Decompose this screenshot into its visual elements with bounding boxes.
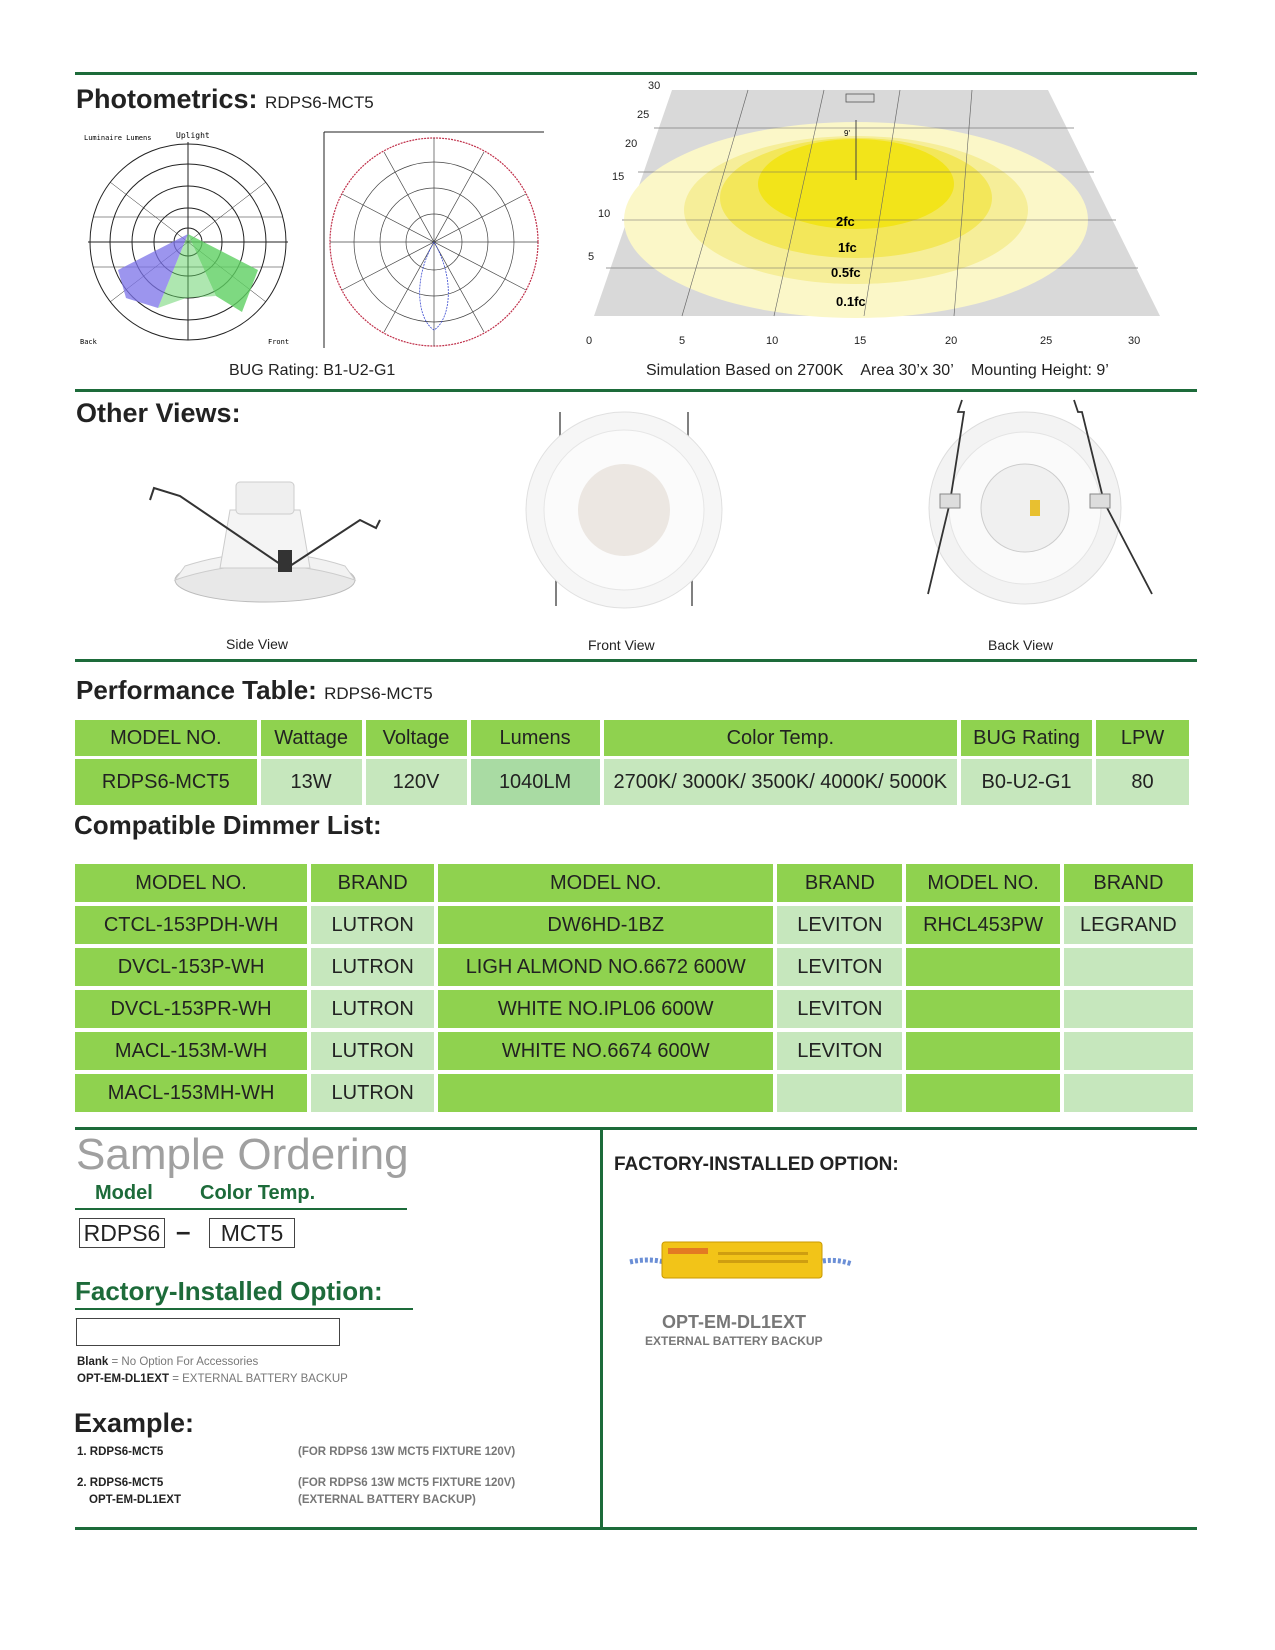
performance-data-row [75, 759, 1189, 805]
color-temp-label: Color Temp. [200, 1182, 316, 1204]
x-tick: 20 [945, 335, 958, 347]
option-underline [75, 1308, 413, 1310]
model-label: Model [95, 1182, 153, 1204]
perf-header-cell: Voltage [366, 720, 467, 756]
perf-cell: 120V [366, 759, 467, 805]
y-tick: 10 [598, 208, 611, 220]
dimmer-header-cell: MODEL NO. [906, 864, 1059, 902]
performance-title: Performance Table: [76, 675, 317, 705]
dimmer-cell: LEVITON [777, 906, 902, 944]
dimmer-cell: LUTRON [311, 948, 434, 986]
perf-header-cell: Lumens [471, 720, 600, 756]
other-views-title: Other Views: [76, 398, 241, 428]
polar-distribution-chart [322, 130, 546, 350]
rule-other-views [75, 389, 1197, 392]
dimmer-row [75, 1032, 1193, 1070]
dimmer-header-cell: MODEL NO. [438, 864, 773, 902]
polar-front-label: Front [268, 338, 290, 346]
polar-back-label: Back [80, 338, 97, 346]
rule-performance [75, 659, 1197, 662]
option-note-key: OPT-EM-DL1EXT [77, 1373, 170, 1385]
performance-header-row [75, 720, 1189, 756]
option-note [77, 1356, 258, 1368]
perf-header-cell: Color Temp. [604, 720, 957, 756]
dimmer-cell [906, 1032, 1059, 1070]
back-view-image [920, 398, 1130, 608]
iso-label-2fc: 2fc [836, 214, 855, 229]
perf-cell: 13W [261, 759, 362, 805]
dimmer-header-cell: BRAND [311, 864, 434, 902]
example-line-left: OPT-EM-DL1EXT [89, 1494, 182, 1506]
dimmer-cell [777, 1074, 902, 1112]
perf-cell: B0-U2-G1 [961, 759, 1092, 805]
perf-header-cell: LPW [1096, 720, 1189, 756]
y-tick: 25 [637, 109, 650, 121]
dimmer-table [71, 860, 1197, 1116]
dimmer-row [75, 990, 1193, 1028]
iso-label-01fc: 0.1fc [836, 294, 866, 309]
color-value-box: MCT5 [209, 1218, 295, 1248]
dimmer-cell: MACL-153MH-WH [75, 1074, 307, 1112]
perf-cell: 80 [1096, 759, 1189, 805]
factory-option-title: FACTORY-INSTALLED OPTION: [614, 1154, 899, 1175]
polar-uplight-label: Uplight [176, 131, 210, 140]
x-tick: 5 [679, 335, 686, 347]
performance-model: RDPS6-MCT5 [324, 684, 433, 703]
option-note-key: Blank [77, 1356, 109, 1368]
example-line-right: (FOR RDPS6 13W MCT5 FIXTURE 120V) [298, 1477, 516, 1489]
y-tick: 20 [625, 138, 638, 150]
dimmer-cell: LEGRAND [1064, 906, 1193, 944]
option-note [77, 1373, 348, 1385]
dimmer-row [75, 1074, 1193, 1112]
dimmer-cell: WHITE NO.6674 600W [438, 1032, 773, 1070]
polar-candela-chart [78, 130, 310, 348]
simulation-caption: Simulation Based on 2700K Area 30’x 30’ Mounting Height: 9’ [646, 362, 1109, 379]
dimmer-cell: LEVITON [777, 990, 902, 1028]
dimmer-header-cell: BRAND [777, 864, 902, 902]
photometrics-model: RDPS6-MCT5 [265, 93, 374, 112]
dimmer-cell: MACL-153M-WH [75, 1032, 307, 1070]
example-title: Example: [74, 1408, 195, 1438]
dimmer-cell: LEVITON [777, 948, 902, 986]
back-view-label: Back View [988, 637, 1054, 653]
x-tick: 25 [1040, 335, 1053, 347]
factory-product-desc: EXTERNAL BATTERY BACKUP [645, 1334, 823, 1348]
bottom-rule [75, 1527, 1197, 1530]
dimmer-header-row [75, 864, 1193, 902]
dimmer-cell: DW6HD-1BZ [438, 906, 773, 944]
front-view-label: Front View [588, 637, 655, 653]
dimmer-cell: LUTRON [311, 1074, 434, 1112]
dimmer-cell [1064, 1074, 1193, 1112]
y-tick: 30 [648, 80, 661, 92]
option-title: Factory-Installed Option: [75, 1276, 383, 1306]
option-note-text: = EXTERNAL BATTERY BACKUP [169, 1373, 348, 1385]
photometrics-heading [76, 84, 374, 115]
dimmer-cell: LUTRON [311, 990, 434, 1028]
dimmer-cell: LEVITON [777, 1032, 902, 1070]
bug-rating-caption: BUG Rating: B1-U2-G1 [229, 362, 396, 379]
front-view-image [520, 410, 730, 610]
x-tick: 0 [586, 335, 593, 347]
dimmer-cell [1064, 1032, 1193, 1070]
example-line-left: 1. RDPS6-MCT5 [77, 1446, 164, 1458]
sample-ordering-title: Sample Ordering [76, 1130, 409, 1179]
performance-heading [76, 675, 433, 706]
performance-table [71, 717, 1193, 808]
battery-backup-image [628, 1236, 854, 1286]
example-line-left: 2. RDPS6-MCT5 [77, 1477, 164, 1489]
option-note-text: = No Option For Accessories [108, 1356, 259, 1368]
dimmer-title: Compatible Dimmer List: [74, 810, 382, 840]
dimmer-cell [1064, 948, 1193, 986]
center-height-mark: 9' [844, 129, 850, 138]
dimmer-cell: DVCL-153P-WH [75, 948, 307, 986]
dimmer-cell [906, 990, 1059, 1028]
dimmer-header-cell: BRAND [1064, 864, 1193, 902]
ordering-dash: – [176, 1216, 191, 1246]
side-view-label: Side View [226, 636, 289, 652]
perf-cell: RDPS6-MCT5 [75, 759, 257, 805]
ordering-divider [600, 1127, 603, 1530]
photometrics-title: Photometrics: [76, 84, 258, 114]
iso-label-1fc: 1fc [838, 240, 857, 255]
dimmer-cell: CTCL-153PDH-WH [75, 906, 307, 944]
dimmer-cell [438, 1074, 773, 1112]
top-rule [75, 72, 1197, 75]
y-tick: 5 [588, 251, 595, 263]
x-tick: 15 [854, 335, 867, 347]
perf-header-cell: MODEL NO. [75, 720, 257, 756]
model-value-box: RDPS6 [79, 1218, 165, 1248]
dimmer-cell [1064, 990, 1193, 1028]
dimmer-cell: LUTRON [311, 906, 434, 944]
dimmer-cell: WHITE NO.IPL06 600W [438, 990, 773, 1028]
x-tick: 10 [766, 335, 779, 347]
iso-label-05fc: 0.5fc [831, 265, 861, 280]
isofootcandle-plot [588, 80, 1178, 350]
x-tick: 30 [1128, 335, 1141, 347]
dimmer-cell: LIGH ALMOND NO.6672 600W [438, 948, 773, 986]
dimmer-cell: LUTRON [311, 1032, 434, 1070]
dimmer-header-cell: MODEL NO. [75, 864, 307, 902]
perf-header-cell: Wattage [261, 720, 362, 756]
example-line-right: (EXTERNAL BATTERY BACKUP) [298, 1494, 476, 1506]
dimmer-cell: RHCL453PW [906, 906, 1059, 944]
side-view-image [140, 470, 390, 610]
dimmer-cell: DVCL-153PR-WH [75, 990, 307, 1028]
perf-cell: 1040LM [471, 759, 600, 805]
factory-product-code: OPT-EM-DL1EXT [662, 1312, 807, 1332]
polar-left-title: Luminaire Lumens [84, 134, 152, 142]
dimmer-row [75, 948, 1193, 986]
dimmer-row [75, 906, 1193, 944]
perf-cell: 2700K/ 3000K/ 3500K/ 4000K/ 5000K [604, 759, 957, 805]
ordering-underline [75, 1208, 407, 1210]
dimmer-cell [906, 948, 1059, 986]
perf-header-cell: BUG Rating [961, 720, 1092, 756]
option-input-box [76, 1318, 340, 1346]
dimmer-cell [906, 1074, 1059, 1112]
example-line-right: (FOR RDPS6 13W MCT5 FIXTURE 120V) [298, 1446, 516, 1458]
y-tick: 15 [612, 171, 625, 183]
